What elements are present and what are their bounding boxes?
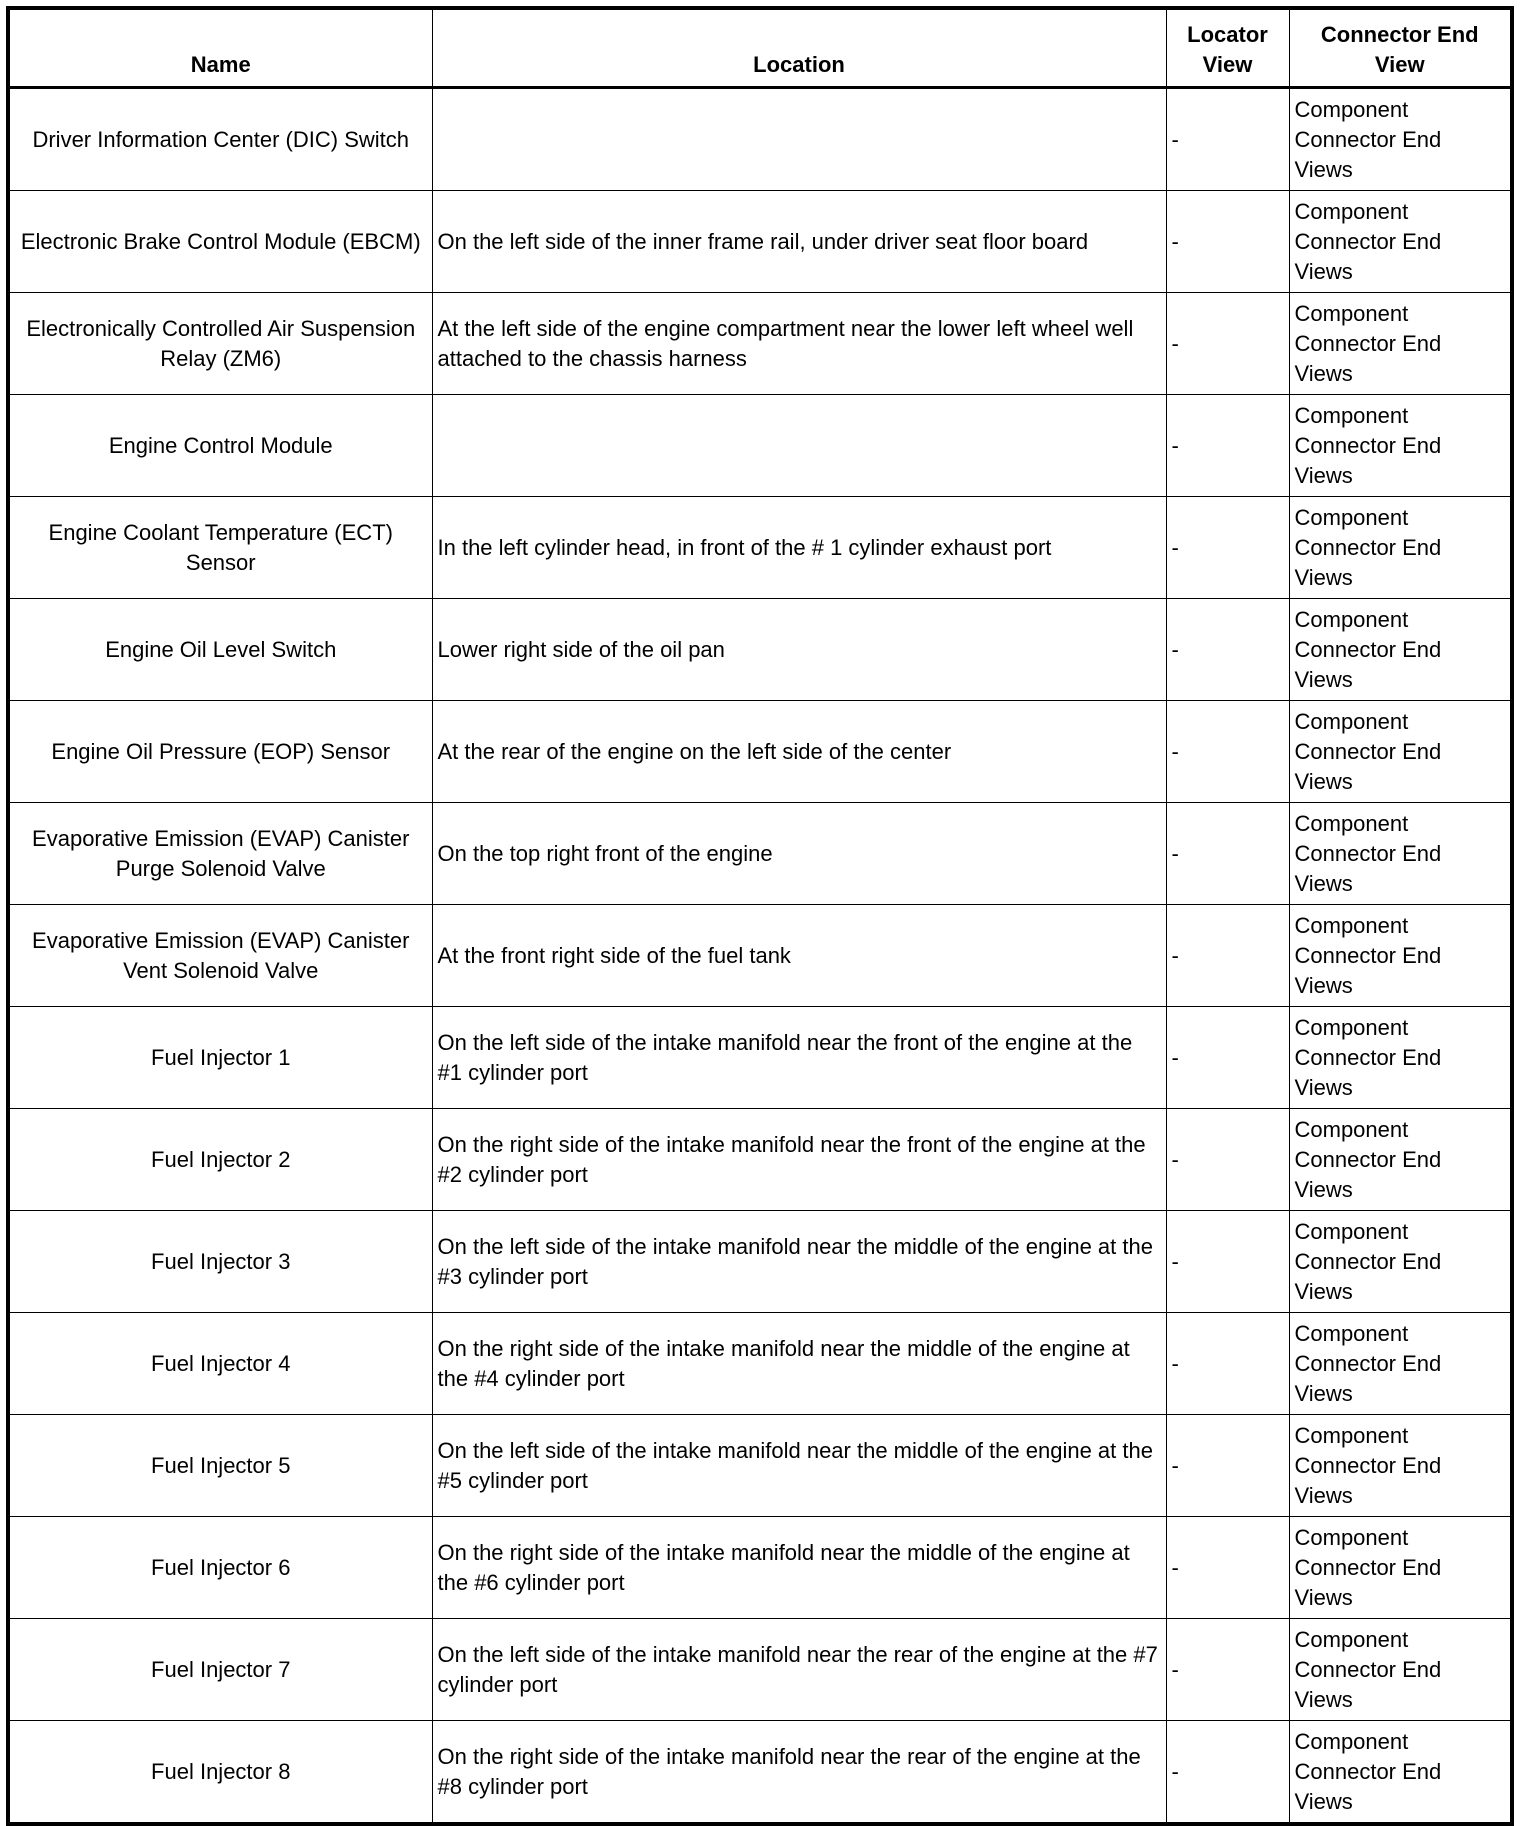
- table-row: [8, 497, 1512, 599]
- table-row: [8, 1211, 1512, 1313]
- locator-view-cell: -: [1166, 1415, 1289, 1517]
- table-row: [8, 293, 1512, 395]
- table-row: [8, 803, 1512, 905]
- table-row: [8, 88, 1512, 191]
- table-row: [8, 905, 1512, 1007]
- locator-view-cell: -: [1166, 1619, 1289, 1721]
- locator-view-cell: -: [1166, 395, 1289, 497]
- component-name: Engine Oil Pressure (EOP) Sensor: [8, 701, 432, 803]
- component-location: On the right side of the intake manifold near the rear of the engine at the #8 cylinder port: [432, 1721, 1166, 1825]
- component-name: Fuel Injector 8: [8, 1721, 432, 1825]
- component-location: On the left side of the intake manifold near the middle of the engine at the #3 cylinder port: [432, 1211, 1166, 1313]
- component-location: In the left cylinder head, in front of the # 1 cylinder exhaust port: [432, 497, 1166, 599]
- header-name: Name: [8, 8, 432, 88]
- locator-view-cell: -: [1166, 497, 1289, 599]
- connector-end-view-link[interactable]: Component Connector End Views: [1289, 497, 1512, 599]
- connector-end-view-link[interactable]: Component Connector End Views: [1289, 191, 1512, 293]
- connector-end-view-link[interactable]: Component Connector End Views: [1289, 395, 1512, 497]
- component-location: [432, 395, 1166, 497]
- locator-view-cell: -: [1166, 1211, 1289, 1313]
- component-name: Fuel Injector 6: [8, 1517, 432, 1619]
- header-location: Location: [432, 8, 1166, 88]
- table-row: [8, 1517, 1512, 1619]
- component-location: On the top right front of the engine: [432, 803, 1166, 905]
- header-connector-end-view: Connector End View: [1289, 8, 1512, 88]
- connector-end-view-link[interactable]: Component Connector End Views: [1289, 1007, 1512, 1109]
- locator-view-cell: -: [1166, 1007, 1289, 1109]
- component-location: On the right side of the intake manifold near the middle of the engine at the #4 cylinder port: [432, 1313, 1166, 1415]
- connector-end-view-link[interactable]: Component Connector End Views: [1289, 701, 1512, 803]
- component-location: On the left side of the intake manifold near the middle of the engine at the #5 cylinder port: [432, 1415, 1166, 1517]
- table-row: [8, 1313, 1512, 1415]
- component-name: Driver Information Center (DIC) Switch: [8, 88, 432, 191]
- connector-end-view-link[interactable]: Component Connector End Views: [1289, 1211, 1512, 1313]
- locator-view-cell: -: [1166, 1313, 1289, 1415]
- component-location: At the front right side of the fuel tank: [432, 905, 1166, 1007]
- component-name: Evaporative Emission (EVAP) Canister Purge Solenoid Valve: [8, 803, 432, 905]
- locator-view-cell: -: [1166, 905, 1289, 1007]
- table-row: [8, 1721, 1512, 1825]
- table-row: [8, 1007, 1512, 1109]
- component-location: At the left side of the engine compartment near the lower left wheel well attached to the chassis harness: [432, 293, 1166, 395]
- connector-end-view-link[interactable]: Component Connector End Views: [1289, 905, 1512, 1007]
- component-name: Fuel Injector 4: [8, 1313, 432, 1415]
- table-row: [8, 1109, 1512, 1211]
- locator-view-cell: -: [1166, 88, 1289, 191]
- table-row: [8, 395, 1512, 497]
- component-location: Lower right side of the oil pan: [432, 599, 1166, 701]
- table-row: [8, 1619, 1512, 1721]
- locator-view-cell: -: [1166, 1109, 1289, 1211]
- connector-end-view-link[interactable]: Component Connector End Views: [1289, 1517, 1512, 1619]
- component-name: Engine Coolant Temperature (ECT) Sensor: [8, 497, 432, 599]
- table-row: [8, 191, 1512, 293]
- component-name: Electronic Brake Control Module (EBCM): [8, 191, 432, 293]
- component-name: Engine Control Module: [8, 395, 432, 497]
- locator-view-cell: -: [1166, 599, 1289, 701]
- component-name: Electronically Controlled Air Suspension Relay (ZM6): [8, 293, 432, 395]
- connector-end-view-link[interactable]: Component Connector End Views: [1289, 88, 1512, 191]
- component-location: [432, 88, 1166, 191]
- component-location: On the left side of the inner frame rail, under driver seat floor board: [432, 191, 1166, 293]
- component-location: On the right side of the intake manifold near the middle of the engine at the #6 cylinder port: [432, 1517, 1166, 1619]
- connector-end-view-link[interactable]: Component Connector End Views: [1289, 1721, 1512, 1825]
- component-name: Evaporative Emission (EVAP) Canister Vent Solenoid Valve: [8, 905, 432, 1007]
- locator-view-cell: -: [1166, 1721, 1289, 1825]
- table-row: [8, 1415, 1512, 1517]
- connector-end-view-link[interactable]: Component Connector End Views: [1289, 1313, 1512, 1415]
- connector-end-view-link[interactable]: Component Connector End Views: [1289, 803, 1512, 905]
- component-name: Fuel Injector 3: [8, 1211, 432, 1313]
- component-name: Fuel Injector 2: [8, 1109, 432, 1211]
- locator-view-cell: -: [1166, 803, 1289, 905]
- locator-view-cell: -: [1166, 1517, 1289, 1619]
- connector-end-view-link[interactable]: Component Connector End Views: [1289, 1109, 1512, 1211]
- locator-view-cell: -: [1166, 191, 1289, 293]
- component-name: Fuel Injector 1: [8, 1007, 432, 1109]
- component-location: On the left side of the intake manifold near the rear of the engine at the #7 cylinder port: [432, 1619, 1166, 1721]
- connector-end-view-link[interactable]: Component Connector End Views: [1289, 599, 1512, 701]
- header-row: [8, 8, 1512, 88]
- component-locator-table: [6, 6, 1514, 1826]
- connector-end-view-link[interactable]: Component Connector End Views: [1289, 1415, 1512, 1517]
- connector-end-view-link[interactable]: Component Connector End Views: [1289, 293, 1512, 395]
- component-name: Fuel Injector 5: [8, 1415, 432, 1517]
- header-locator-view: Locator View: [1166, 8, 1289, 88]
- component-location: At the rear of the engine on the left side of the center: [432, 701, 1166, 803]
- locator-view-cell: -: [1166, 293, 1289, 395]
- table-row: [8, 599, 1512, 701]
- component-name: Engine Oil Level Switch: [8, 599, 432, 701]
- table-row: [8, 701, 1512, 803]
- component-name: Fuel Injector 7: [8, 1619, 432, 1721]
- locator-view-cell: -: [1166, 701, 1289, 803]
- component-location: On the left side of the intake manifold near the front of the engine at the #1 cylinder port: [432, 1007, 1166, 1109]
- connector-end-view-link[interactable]: Component Connector End Views: [1289, 1619, 1512, 1721]
- component-location: On the right side of the intake manifold near the front of the engine at the #2 cylinder port: [432, 1109, 1166, 1211]
